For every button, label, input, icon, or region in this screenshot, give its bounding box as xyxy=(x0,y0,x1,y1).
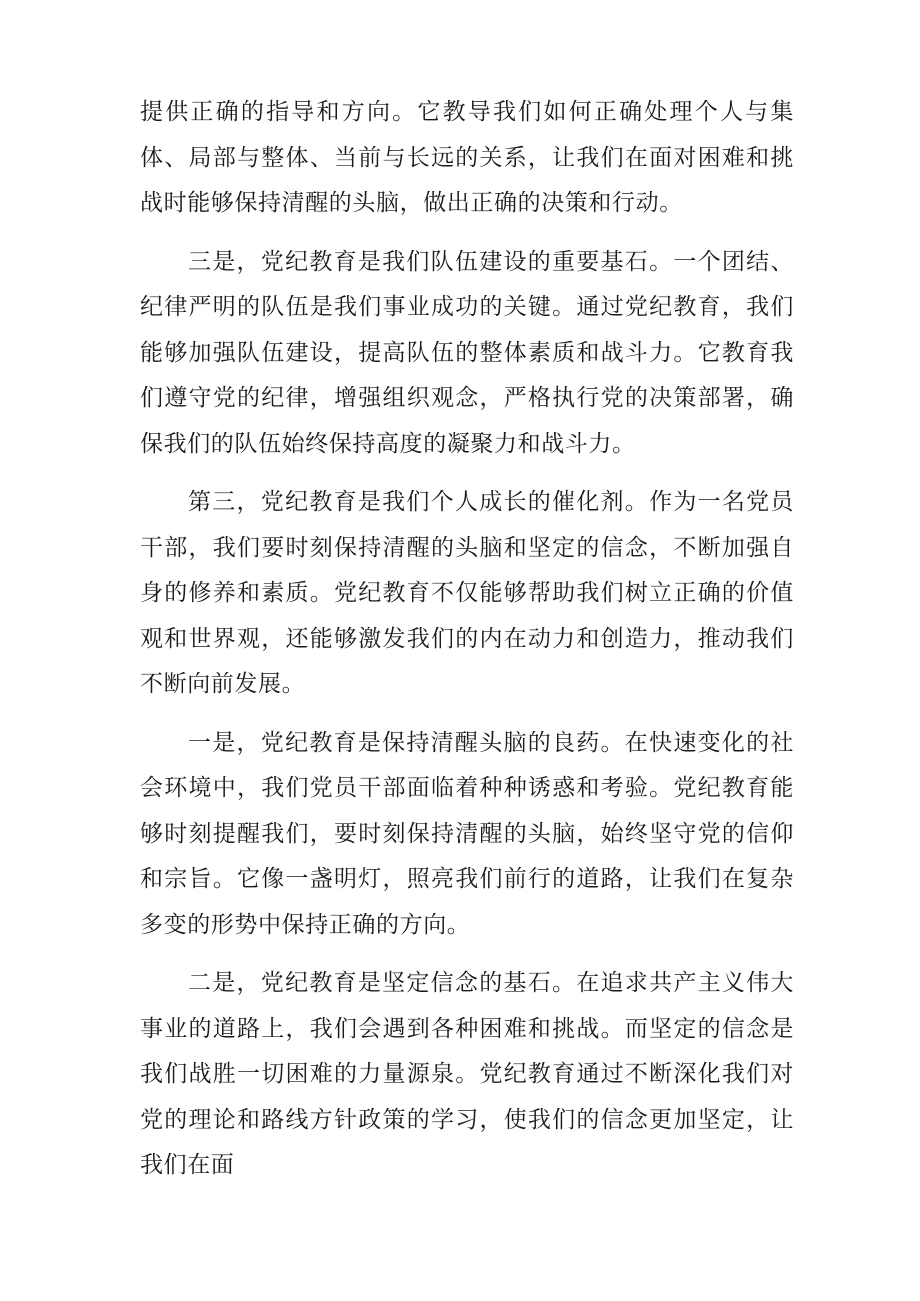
document-body xyxy=(140,90,794,1202)
paragraph-continuation: 提供正确的指导和方向。它教导我们如何正确处理个人与集体、局部与整体、当前与长远的关系，让我们在面对困难和挑战时能够保持清醒的头脑，做出正确的决策和行动。 xyxy=(140,99,794,216)
paragraph-personal-growth: 第三，党纪教育是我们个人成长的催化剂。作为一名党员干部，我们要时刻保持清醒的头脑和坚定的信念，不断加强自身的修养和素质。党纪教育不仅能够帮助我们树立正确的价值观和世界观，还能够激发我们的内在动力和创造力，推动我们不断向前发展。 xyxy=(140,489,794,697)
paragraph-clear-mind: 一是，党纪教育是保持清醒头脑的良药。在快速变化的社会环境中，我们党员干部面临着种种诱惑和考验。党纪教育能够时刻提醒我们，要时刻保持清醒的头脑，始终坚守党的信仰和宗旨。它像一盏明灯，照亮我们前行的道路，让我们在复杂多变的形势中保持正确的方向。 xyxy=(140,729,794,938)
paragraph-firm-belief: 二是，党纪教育是坚定信念的基石。在追求共产主义伟大事业的道路上，我们会遇到各种困难和挑战。而坚定的信念是我们战胜一切困难的力量源泉。党纪教育通过不断深化我们对党的理论和路线方针政策的学习，使我们的信念更加坚定，让我们在面 xyxy=(140,970,794,1178)
paragraph-team-building: 三是，党纪教育是我们队伍建设的重要基石。一个团结、纪律严明的队伍是我们事业成功的关键。通过党纪教育，我们能够加强队伍建设，提高队伍的整体素质和战斗力。它教育我们遵守党的纪律，增强组织观念，严格执行党的决策部署，确保我们的队伍始终保持高度的凝聚力和战斗力。 xyxy=(140,248,794,457)
